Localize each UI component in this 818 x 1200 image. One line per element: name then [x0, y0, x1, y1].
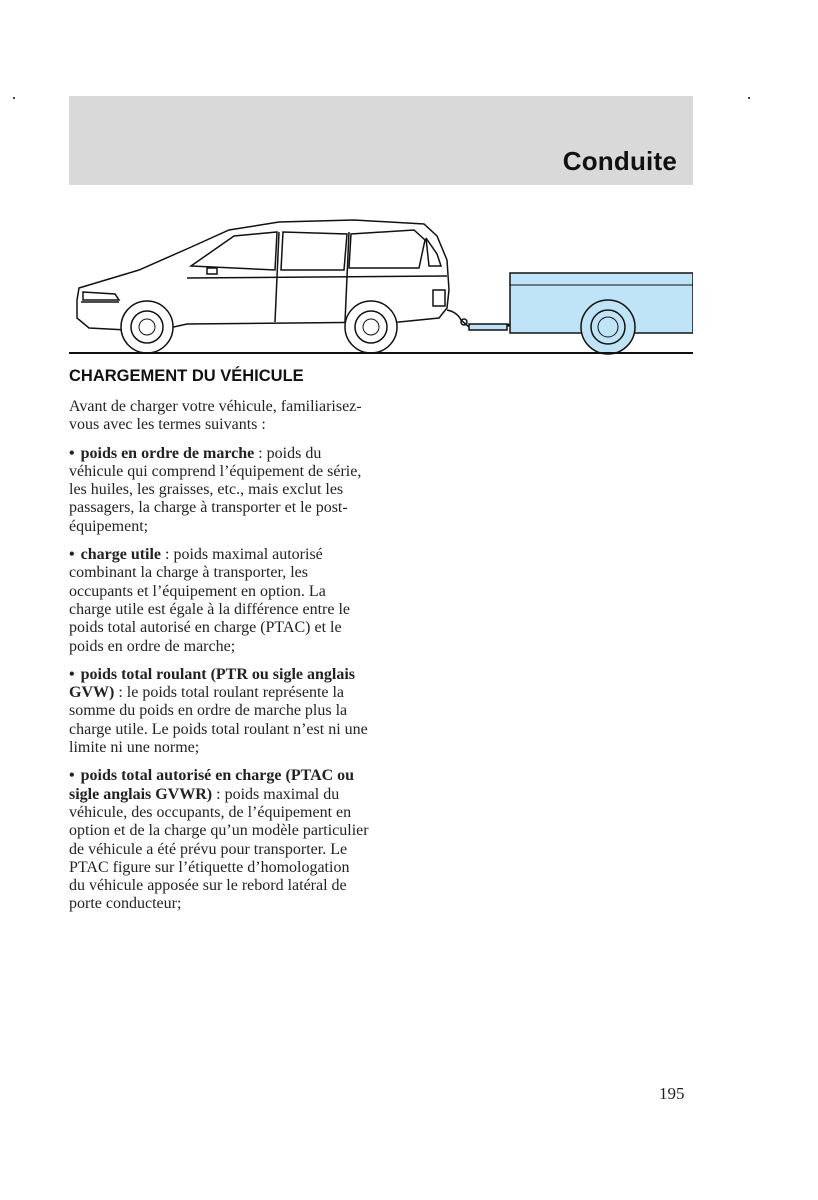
content-column	[69, 367, 369, 924]
list-item	[69, 546, 369, 656]
trailer	[469, 273, 693, 354]
header-band	[69, 96, 693, 185]
term: charge utile	[80, 546, 162, 564]
bullet: •	[69, 665, 75, 683]
bullet: •	[69, 767, 75, 785]
section-heading: CHARGEMENT DU VÉHICULE	[69, 367, 304, 385]
section-title: Conduite	[562, 146, 677, 176]
bullet: •	[69, 444, 75, 462]
list-item	[69, 666, 369, 757]
term: poids total autorisé en charge (PTAC ou sigle anglais GVWR)	[69, 767, 355, 803]
crop-mark-left	[13, 97, 15, 99]
intro-paragraph: Avant de charger votre véhicule, familiarisez-vous avec les termes suivants :	[69, 398, 362, 434]
definition: : le poids total roulant représente la somme du poids en ordre de marche plus la charge utile. Le poids total roulant n’est ni une limite ni une norme;	[69, 684, 368, 757]
term: poids total roulant (PTR ou sigle anglais GVW)	[69, 665, 356, 702]
list-item	[69, 767, 369, 913]
definition: : poids du véhicule qui comprend l’équipement de série, les huiles, les graisses, etc., mais exclut les passagers, la charge à transporter et le post-équipement;	[69, 444, 362, 535]
car-towing-trailer-icon	[69, 210, 693, 360]
term: poids en ordre de marche	[80, 444, 255, 462]
list-item	[69, 445, 369, 536]
bullet: •	[69, 546, 75, 564]
tow-hitch	[447, 310, 507, 330]
definition: : poids maximal autorisé combinant la charge à transporter, les occupants et l’équipement en option. La charge utile est égale à la différence entre le poids total autorisé en charge (PTAC) et le poids en ordre de marche;	[69, 546, 351, 655]
definition: : poids maximal du véhicule, des occupants, de l’équipement en option et de la charge qu’un modèle particulier de véhicule a été prévu pour transporter. Le PTAC figure sur l’étiquette d’homologation du véhicule apposée sur le rebord latéral de porte conducteur;	[69, 785, 369, 913]
crop-mark-right	[748, 97, 750, 99]
page-number: 195	[659, 1084, 685, 1103]
